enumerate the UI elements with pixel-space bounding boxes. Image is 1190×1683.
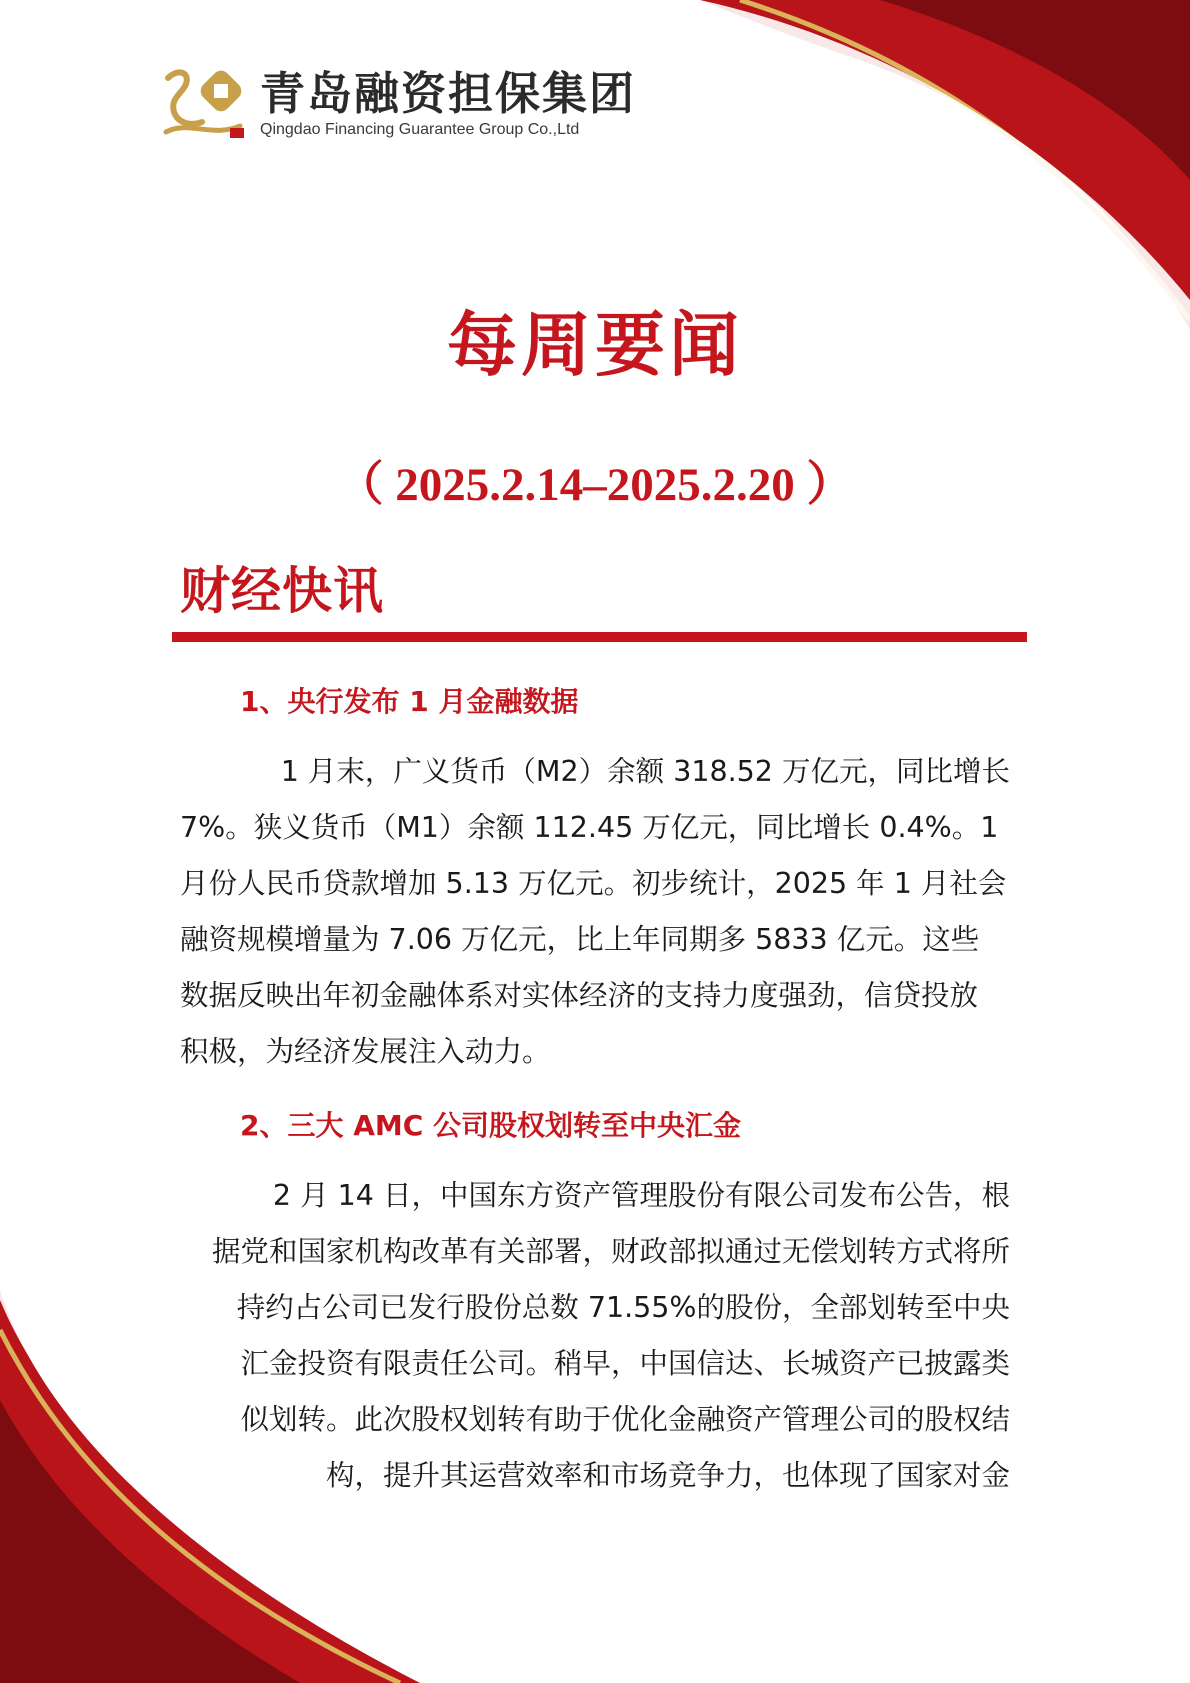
article-text-line: 构，提升其运营效率和市场竞争力，也体现了国家对金: [325, 1459, 1010, 1492]
article-text-line: 据党和国家机构改革有关部署，财政部拟通过无偿划转方式将所: [211, 1235, 1010, 1268]
article-text-line: 月份人民币贷款增加 5.13 万亿元。初步统计，2025 年 1 月社会: [180, 867, 1007, 900]
article-heading: 1、央行发布 1 月金融数据: [240, 685, 579, 718]
article-heading: 2、三大 AMC 公司股权划转至中央汇金: [240, 1109, 742, 1142]
article-text-line: 持约占公司已发行股份总数 71.55%的股份，全部划转至中央: [236, 1291, 1010, 1324]
logo-chinese-name: 青岛融资担保集团: [260, 67, 637, 120]
article-text-line: 积极，为经济发展注入动力。: [180, 1035, 551, 1068]
article-text-line: 7%。狭义货币（M1）余额 112.45 万亿元，同比增长 0.4%。1: [180, 811, 999, 844]
article-text-line: 汇金投资有限责任公司。稍早，中国信达、长城资产已披露类: [240, 1347, 1010, 1380]
date-range: （ 2025.2.14–2025.2.20 ）: [336, 459, 854, 511]
section-divider: [172, 632, 1027, 642]
section-title: 财经快讯: [180, 561, 384, 620]
article-text-line: 数据反映出年初金融体系对实体经济的支持力度强劲，信贷投放: [180, 979, 979, 1012]
article-text-line: 1 月末，广义货币（M2）余额 318.52 万亿元，同比增长: [280, 755, 1010, 788]
article-text-line: 2 月 14 日，中国东方资产管理股份有限公司发布公告，根: [272, 1179, 1010, 1212]
article-text-line: 融资规模增量为 7.06 万亿元，比上年同期多 5833 亿元。这些: [180, 923, 980, 956]
company-logo: [160, 64, 660, 150]
page-title: 每周要闻: [447, 303, 743, 386]
logo-english-name: Qingdao Financing Guarantee Group Co.,Ltd: [260, 121, 580, 138]
article-text-line: 似划转。此次股权划转有助于优化金融资产管理公司的股权结: [240, 1403, 1010, 1436]
logo-mark-icon: [160, 64, 256, 144]
